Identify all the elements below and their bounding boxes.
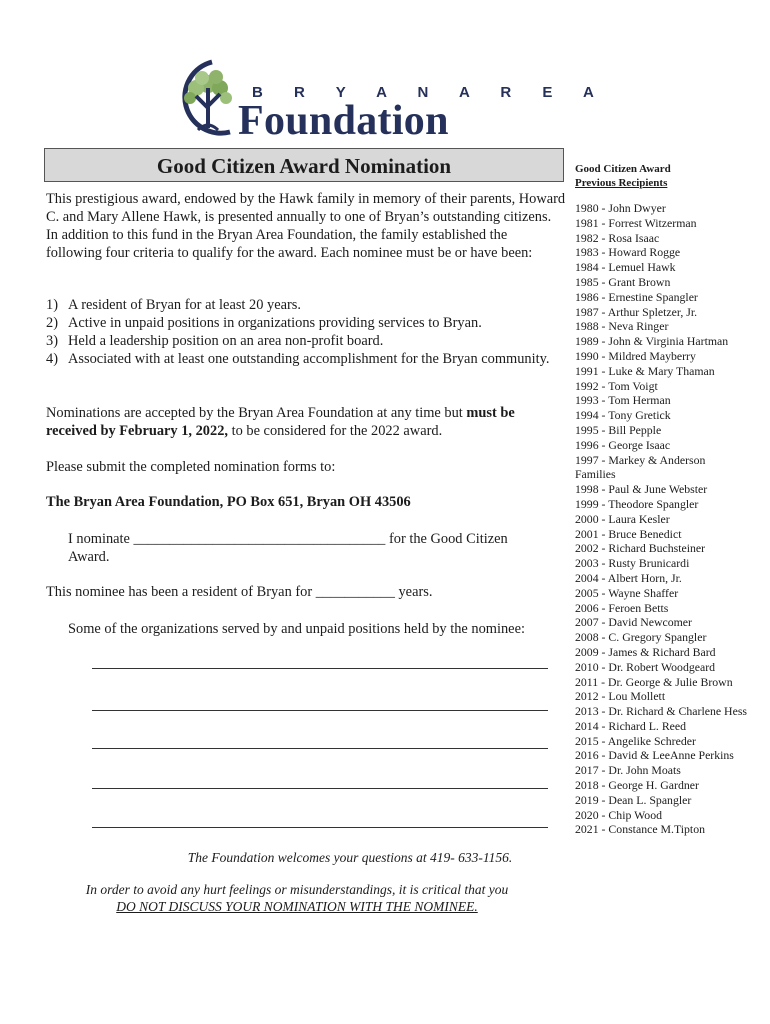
recipient-item: 2000 - Laura Kesler xyxy=(575,511,670,526)
warning-emphasis: DO NOT DISCUSS YOUR NOMINATION WITH THE NOMINEE. xyxy=(116,899,478,914)
page-title: Good Citizen Award Nomination xyxy=(44,148,564,182)
nominee-name-field[interactable]: I nominate ___________________________________ for the Good Citizen Award. xyxy=(68,531,508,565)
previous-recipients-list xyxy=(575,201,765,837)
recipient-item: 2010 - Dr. Robert Woodgeard xyxy=(575,659,716,674)
recipient-item: 1991 - Luke & Mary Thaman xyxy=(575,363,715,378)
criteria-item: 4) Associated with at least one outstanding accomplishment for the Bryan community. xyxy=(46,351,550,367)
recipient-item: 1993 - Tom Herman xyxy=(575,393,671,408)
recipient-item: 2003 - Rusty Brunicardi xyxy=(575,556,690,571)
recipient-item: 1996 - George Isaac xyxy=(575,437,671,452)
recipient-item: 2008 - C. Gregory Spangler xyxy=(575,630,707,645)
sidebar-heading: Good Citizen Award xyxy=(575,163,671,175)
recipient-item: 1990 - Mildred Mayberry xyxy=(575,348,696,363)
recipient-item: 2019 - Dean L. Spangler xyxy=(575,792,692,807)
recipient-item: 1995 - Bill Pepple xyxy=(575,422,662,437)
intro-paragraph: This prestigious award, endowed by the Hawk family in memory of their parents, Howard C. and Mary Allene Hawk, is presented annually to one of Bryan’s outstanding citizens. In addition to this fund in the Bryan Area Foundation, the family established the following four criteria to qualify for the award. Each nominee must be or have been: xyxy=(46,191,566,261)
recipient-item: 1994 - Tony Gretick xyxy=(575,408,671,423)
organizations-answer-line[interactable] xyxy=(92,748,548,749)
foundation-logo-tree-icon xyxy=(168,58,246,140)
recipient-item: 1987 - Arthur Spletzer, Jr. xyxy=(575,304,698,319)
logo-bryan-area-text: B R Y A N A R E A xyxy=(252,84,608,101)
recipient-item: 1989 - John & Virginia Hartman xyxy=(575,334,729,349)
recipient-item: 1981 - Forrest Witzerman xyxy=(575,215,697,230)
recipient-item: 1985 - Grant Brown xyxy=(575,274,671,289)
organizations-answer-line[interactable] xyxy=(92,788,548,789)
recipient-item: 1980 - John Dwyer xyxy=(575,201,666,215)
contact-phone-note: The Foundation welcomes your questions at 419- 633-1156. xyxy=(187,850,513,865)
deadline-paragraph: Nominations are accepted by the Bryan Area Foundation at any time but must be received by February 1, 2022, to be considered for the 2022 award. xyxy=(46,405,515,439)
deadline-date: must be received by February 1, 2022, xyxy=(46,405,515,439)
recipient-item: 2014 - Richard L. Reed xyxy=(575,718,687,733)
residency-years-field[interactable]: This nominee has been a resident of Bryan for ___________ years. xyxy=(46,584,433,600)
recipient-item: 2012 - Lou Mollett xyxy=(575,689,666,704)
criteria-item: 2) Active in unpaid positions in organizations providing services to Bryan. xyxy=(46,315,482,331)
recipient-item: 1997 - Markey & Anderson Families xyxy=(575,452,706,482)
recipient-item: 2002 - Richard Buchsteiner xyxy=(575,541,706,556)
organizations-answer-line[interactable] xyxy=(92,668,548,669)
recipient-item: 1988 - Neva Ringer xyxy=(575,319,669,334)
recipient-item: 2011 - Dr. George & Julie Brown xyxy=(575,674,733,689)
sidebar-subheading: Previous Recipients xyxy=(575,177,668,189)
recipient-item: 1986 - Ernestine Spangler xyxy=(575,289,698,304)
organizations-prompt: Some of the organizations served by and unpaid positions held by the nominee: xyxy=(68,621,525,637)
recipient-item: 1984 - Lemuel Hawk xyxy=(575,260,676,275)
recipient-item: 2005 - Wayne Shaffer xyxy=(575,585,679,600)
recipient-item: 2006 - Feroen Betts xyxy=(575,600,669,615)
criteria-item: 3) Held a leadership position on an area non-profit board. xyxy=(46,333,384,349)
recipient-item: 2009 - James & Richard Bard xyxy=(575,644,716,659)
warning-text: In order to avoid any hurt feelings or misunderstandings, it is critical that you xyxy=(85,882,509,897)
organizations-answer-line[interactable] xyxy=(92,710,548,711)
recipient-item: 1982 - Rosa Isaac xyxy=(575,230,660,245)
recipient-item: 2018 - George H. Gardner xyxy=(575,778,699,793)
recipient-item: 2001 - Bruce Benedict xyxy=(575,526,682,541)
recipient-item: 2017 - Dr. John Moats xyxy=(575,763,681,778)
recipient-item: 1999 - Theodore Spangler xyxy=(575,496,699,511)
logo-foundation-text: Foundation xyxy=(238,98,449,144)
criteria-item: 1) A resident of Bryan for at least 20 years. xyxy=(46,297,301,313)
mailing-address: The Bryan Area Foundation, PO Box 651, Bryan OH 43506 xyxy=(46,494,411,510)
recipient-item: 2016 - David & LeeAnne Perkins xyxy=(575,748,734,763)
recipient-item: 2015 - Angelike Schreder xyxy=(575,733,696,748)
recipient-item: 2013 - Dr. Richard & Charlene Hess xyxy=(575,704,747,719)
recipient-item: 2007 - David Newcomer xyxy=(575,615,692,630)
recipient-item: 1998 - Paul & June Webster xyxy=(575,482,708,497)
recipient-item: 1983 - Howard Rogge xyxy=(575,245,681,260)
submit-instructions: Please submit the completed nomination forms to: xyxy=(46,459,336,475)
recipient-item: 1992 - Tom Voigt xyxy=(575,378,658,393)
organizations-answer-line[interactable] xyxy=(92,827,548,828)
recipient-item: 2020 - Chip Wood xyxy=(575,807,662,822)
criteria-list xyxy=(46,296,566,368)
recipient-item: 2004 - Albert Horn, Jr. xyxy=(575,570,682,585)
recipient-item: 2021 - Constance M.Tipton xyxy=(575,822,705,837)
